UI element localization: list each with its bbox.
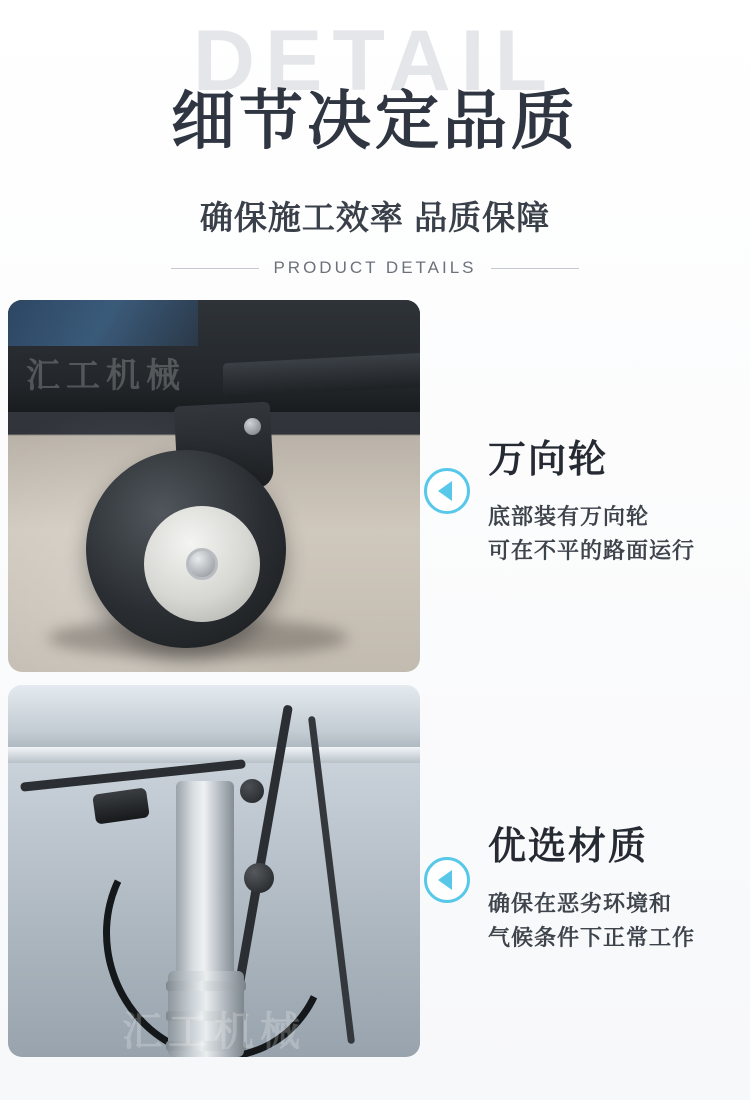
photo-part-knob (244, 863, 274, 893)
photo-part-knob-upper (240, 779, 264, 803)
arrow-left-icon (424, 857, 470, 903)
feature-text-2 (488, 827, 695, 955)
photo-part-upper-post (176, 781, 234, 981)
photo-part-ring-3 (166, 1041, 246, 1051)
arrow-triangle (438, 481, 452, 501)
feature-photo-caster-wheel (8, 300, 420, 672)
photo-part-ring-1 (166, 981, 246, 991)
photo-watermark: 汇工机械 (26, 357, 186, 395)
arrow-triangle (438, 870, 452, 890)
feature-text-1 (488, 440, 695, 568)
arrow-left-icon (424, 468, 470, 514)
feature-row-1 (0, 300, 750, 685)
photo-part-bolt (244, 418, 261, 435)
feature-title: 万向轮 (488, 439, 609, 481)
photo-part-rail (8, 747, 420, 763)
feature-row-2 (0, 685, 750, 1070)
english-caption: PRODUCT DETAILS (273, 258, 477, 277)
feature-description-line1: 确保在恶劣环境和 (488, 890, 673, 916)
feature-description-line2: 气候条件下正常工作 (488, 924, 696, 950)
feature-photo-support-leg (8, 685, 420, 1057)
photo-watermark: 汇工机械 (122, 1010, 306, 1054)
photo-part-blue-panel (8, 300, 198, 346)
photo-part-connector (92, 787, 150, 824)
photo-part-hub (186, 548, 218, 580)
page-title: 细节决定品质 (171, 85, 579, 157)
feature-title: 优选材质 (488, 826, 649, 868)
divider-left (171, 268, 259, 269)
page-subtitle: 确保施工效率 品质保障 (199, 199, 551, 236)
ghost-title: DETAIL (192, 13, 558, 109)
feature-description (488, 500, 695, 568)
photo-part-ring-2 (166, 1011, 246, 1021)
feature-description-line2: 可在不平的路面运行 (488, 537, 696, 563)
page-header (0, 0, 750, 300)
english-caption-row (0, 258, 750, 278)
feature-description (488, 887, 695, 955)
divider-right (491, 268, 579, 269)
feature-description-line1: 底部装有万向轮 (488, 503, 650, 529)
